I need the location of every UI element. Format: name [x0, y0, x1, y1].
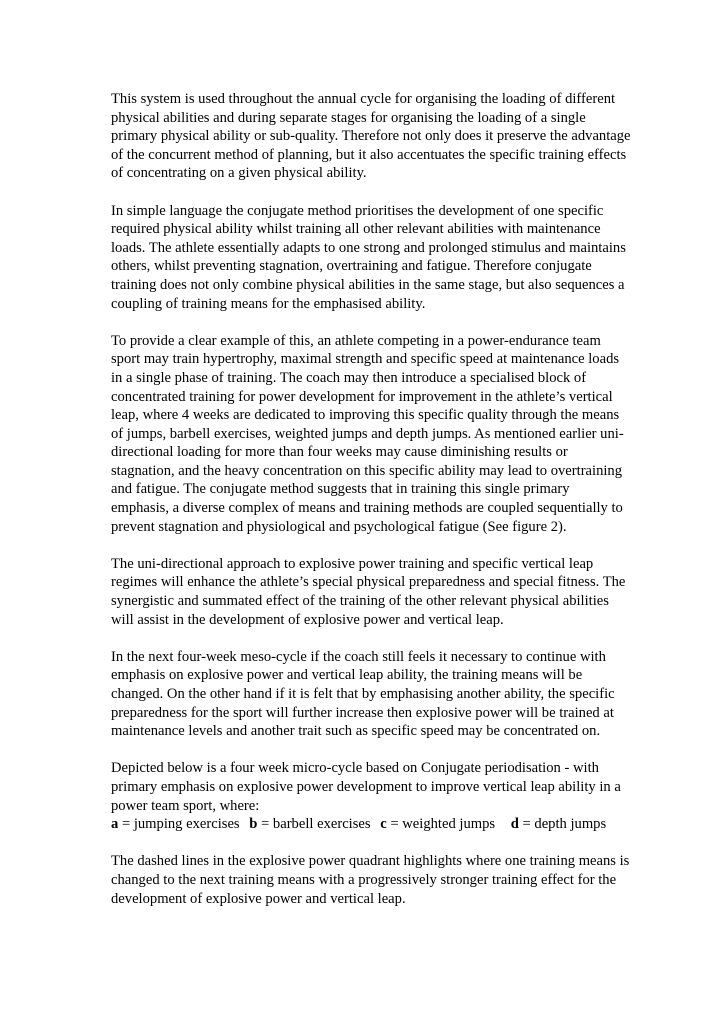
paragraph-clear-example: To provide a clear example of this, an athlete competing in a power-endurance team sport may train hypertrophy, maximal strength and specific speed at maintenance loads in a single phase of training. The coach may then introduce a specialised block of concentrated training for power development for improvement in the athlete’s vertical leap, where 4 weeks are dedicated to improving this specific quality through the means of jumps, barbell exercises, weighted jumps and depth jumps. As mentioned earlier uni-directional loading for more than four weeks may cause diminishing results or stagnation, and the heavy concentration on this specific ability may lead to overtraining and fatigue. The conjugate method suggests that in training this single primary emphasis, a diverse complex of means and training methods are coupled sequentially to prevent stagnation and physiological and psychological fatigue (See figure 2).: [111, 332, 624, 535]
document-page: [111, 90, 631, 927]
legend-key-b: b: [249, 816, 258, 833]
depicted-intro-text: Depicted below is a four week micro-cycle based on Conjugate periodisation - with primary emphasis on explosive power development to improve vertical leap ability in a power team sport, where:: [111, 760, 621, 814]
means-legend: [111, 815, 631, 834]
legend-key-c: c: [380, 816, 387, 833]
legend-sep-a: =: [118, 816, 134, 833]
legend-value-a: jumping exercises: [133, 816, 240, 833]
legend-value-b: barbell exercises: [272, 816, 371, 833]
legend-key-d: d: [510, 816, 519, 833]
paragraph-next-meso-cycle: In the next four-week meso-cycle if the coach still feels it necessary to continue with emphasis on explosive power and vertical leap ability, the training means will be changed. On the other hand if it is felt that by emphasising another ability, the specific preparedness for the sport will further increase then explosive power will be trained at maintenance levels and another trait such as specific speed may be concentrated on.: [111, 648, 615, 740]
legend-key-a: a: [111, 816, 119, 833]
legend-sep-d: =: [518, 816, 535, 833]
paragraph-depicted-below: [111, 759, 631, 833]
legend-sep-c: =: [386, 816, 403, 833]
legend-sep-b: =: [257, 816, 273, 833]
legend-value-d: depth jumps: [534, 816, 607, 833]
paragraph-simple-language: In simple language the conjugate method prioritises the development of one specific required physical ability whilst training all other relevant abilities with maintenance loads. The athlete essentially adapts to one strong and prolonged stimulus and maintains others, whilst preventing stagnation, overtraining and fatigue. Therefore conjugate training does not only combine physical abilities in the same stage, but also sequences a coupling of training means for the emphasised ability.: [111, 202, 626, 312]
paragraph-dashed-lines: The dashed lines in the explosive power quadrant highlights where one training means is changed to the next training means with a progressively stronger training effect for the development of explosive power and vertical leap.: [111, 853, 630, 907]
paragraph-system-annual-cycle: This system is used throughout the annual cycle for organising the loading of different physical abilities and during separate stages for organising the loading of a single primary physical ability or sub-quality. Therefore not only does it preserve the advantage of the concurrent method of planning, but it also accentuates the specific training effects of concentrating on a given physical ability.: [111, 91, 631, 182]
paragraph-uni-directional: The uni-directional approach to explosive power training and specific vertical leap regimes will enhance the athlete’s special physical preparedness and special fitness. The synergistic and summated effect of the training of the other relevant physical abilities will assist in the development of explosive power and vertical leap.: [111, 555, 626, 628]
legend-value-c: weighted jumps: [402, 816, 496, 833]
